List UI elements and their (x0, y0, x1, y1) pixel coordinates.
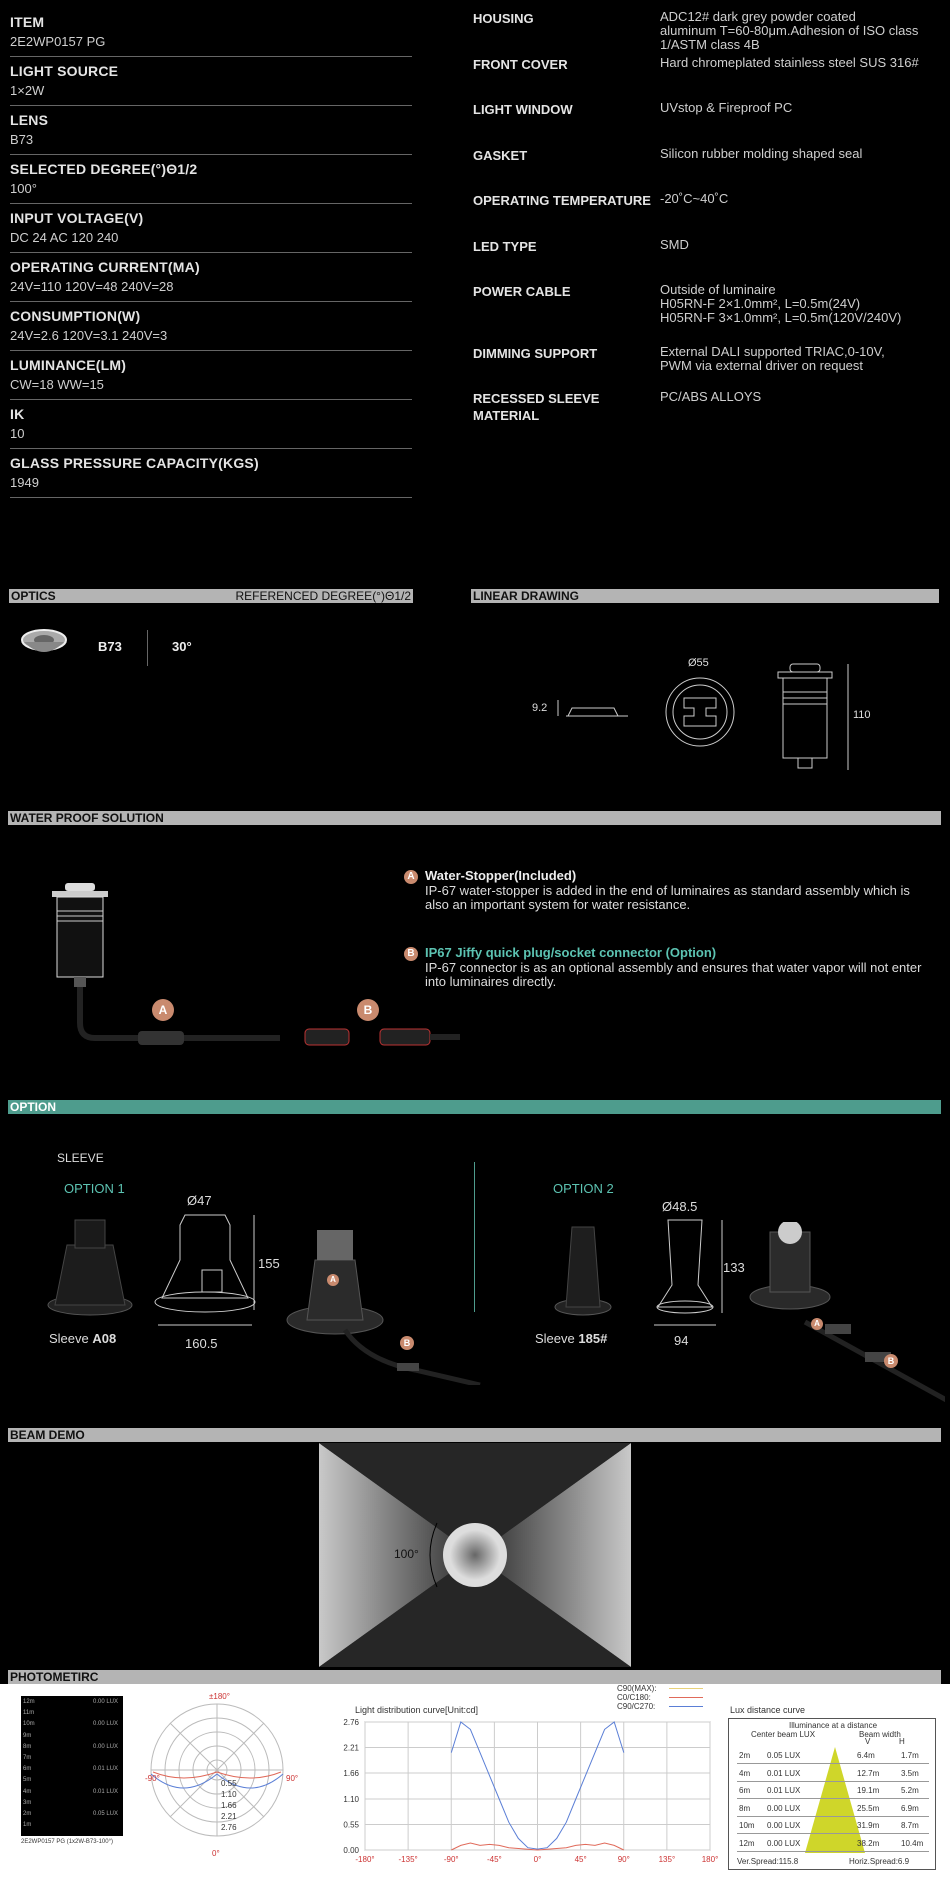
spec-value: 1×2W (10, 83, 45, 98)
spec-value: External DALI supported TRIAC,0-10V, PWM via external driver on request (660, 344, 885, 373)
specs-right (473, 10, 943, 436)
y-tick-label: 1.10 (343, 1794, 359, 1804)
specs-left (10, 8, 412, 498)
lux-row (737, 1765, 929, 1782)
x-tick-label: -45° (486, 1855, 502, 1864)
thumb-lux: 0.01 LUX (93, 1788, 119, 1795)
spec-left-row (10, 253, 412, 302)
spec-left-row (10, 8, 412, 57)
opt2-height: 133 (723, 1260, 745, 1275)
spec-value: Silicon rubber molding shaped seal (660, 145, 863, 161)
spec-left-row (10, 449, 412, 498)
lux-cell: 25.5m (857, 1803, 880, 1813)
spec-key: GASKET (473, 147, 528, 163)
spec-right-row (473, 192, 943, 238)
sleeve-185-name: Sleeve (535, 1331, 579, 1346)
opt1-badge-b: B (400, 1336, 414, 1350)
sleeve-185-image (548, 1222, 618, 1317)
spec-value: DC 24 AC 120 240 (10, 230, 119, 245)
opt1-diameter: Ø47 (187, 1193, 212, 1208)
waterproof-title: WATER PROOF SOLUTION (10, 811, 164, 825)
x-tick-label: 45° (574, 1855, 587, 1864)
photometric-panel (0, 1684, 950, 1903)
x-tick-label: 180° (701, 1855, 719, 1864)
spec-key: LIGHT WINDOW (473, 102, 573, 117)
top-view-drawing (664, 676, 736, 748)
spec-value: -20˚C~40˚C (660, 191, 729, 206)
x-tick-label: -180° (355, 1855, 375, 1864)
spec-key: INPUT VOLTAGE(V) (10, 210, 144, 226)
legend-item (617, 1702, 707, 1711)
lux-cell: 31.9m (857, 1821, 880, 1830)
sleeve-a08-drawing (150, 1210, 260, 1330)
thumb-row: 4m (23, 1788, 32, 1795)
spec-value: B73 (10, 132, 34, 147)
lux-cell: 4m (739, 1768, 751, 1778)
lux-thumbnail (21, 1696, 123, 1836)
sleeve-label: SLEEVE (57, 1151, 104, 1165)
spec-key: GLASS PRESSURE CAPACITY(KGS) (10, 455, 259, 471)
water-stopper-title: Water-Stopper(Included) (425, 868, 577, 883)
spec-left-row (10, 106, 412, 155)
sleeve-a08-name: Sleeve (49, 1331, 93, 1346)
spec-key: POWER CABLE (473, 284, 571, 299)
lux-cell: 0.00 LUX (767, 1838, 801, 1848)
polar-label: 90° (286, 1774, 299, 1783)
lux-cell: 0.01 LUX (767, 1786, 801, 1795)
spec-right-row (473, 283, 943, 345)
spec-value: ADC12# dark grey powder coated aluminum T=60-80μm.Adhesion of ISO class 1/ASTM class 4B (660, 9, 919, 52)
spec-key: LUMINANCE(LM) (10, 357, 127, 373)
spec-left-row (10, 400, 412, 449)
profile-drawing (556, 698, 630, 722)
sleeve-a08-code: A08 (92, 1331, 117, 1346)
lux-title: Lux distance curve (730, 1705, 806, 1715)
thumb-lux: 0.00 LUX (93, 1721, 119, 1728)
legend-swatch (669, 1697, 703, 1698)
optics-divider (147, 630, 148, 666)
x-tick-label: 0° (533, 1855, 542, 1864)
spec-key: DIMMING SUPPORT (473, 346, 598, 361)
option2-assembly-image (745, 1222, 945, 1402)
polar-label: -90° (145, 1774, 160, 1783)
water-stopper-text: IP-67 water-stopper is added in the end of luminaires as standard assembly which is also an important system for water resistance. (425, 883, 910, 912)
beam-demo-image (319, 1443, 631, 1667)
lux-cell: 8m (739, 1803, 751, 1813)
beam-title: BEAM DEMO (10, 1428, 85, 1442)
y-tick-label: 0.55 (343, 1820, 359, 1830)
spec-value: 100° (10, 181, 37, 196)
beam-header (8, 1428, 941, 1442)
dim-height: 110 (853, 709, 871, 721)
lux-cell: 1.7m (901, 1751, 919, 1760)
legend-swatch (669, 1706, 703, 1707)
curve-legend (617, 1684, 707, 1711)
beam-angle: 100° (394, 1547, 419, 1561)
lux-header: Illuminance at a distance (788, 1721, 878, 1730)
connector-title: IP67 Jiffy quick plug/socket connector (Option) (425, 945, 717, 960)
y-tick-label: 1.66 (343, 1769, 359, 1779)
spec-key: LED TYPE (473, 238, 537, 254)
spec-key: RECESSED SLEEVE MATERIAL (473, 391, 600, 423)
optics-header (9, 589, 413, 603)
photometric-header (8, 1670, 941, 1684)
lux-row (737, 1747, 929, 1764)
waterproof-header (8, 811, 941, 825)
sleeve-a08-caption (49, 1331, 116, 1346)
polar-label: 2.21 (221, 1812, 237, 1821)
photometric-title: PHOTOMETIRC (10, 1670, 99, 1684)
ver-spread: Ver.Spread:115.8 (737, 1857, 799, 1866)
x-tick-label: 90° (617, 1855, 630, 1864)
hor-spread: Horiz.Spread:6.9 (849, 1857, 910, 1866)
spec-key: CONSUMPTION(W) (10, 308, 141, 324)
legend-label: C90/C270: (617, 1702, 656, 1711)
lux-row (737, 1817, 929, 1834)
lux-cell: 38.2m (857, 1838, 880, 1848)
thumb-row: 5m (23, 1777, 32, 1784)
option-title: OPTION (10, 1100, 57, 1114)
thumb-lux: 0.01 LUX (93, 1766, 119, 1773)
lux-cell: 3.5m (901, 1768, 919, 1778)
thumb-row: 7m (23, 1755, 32, 1761)
spec-key: LIGHT SOURCE (10, 63, 119, 79)
sleeve-a08-image (45, 1215, 135, 1320)
lux-cell: 0.05 LUX (767, 1751, 801, 1760)
thumb-lux: 0.00 LUX (93, 1743, 119, 1750)
thumb-lux: 0.00 LUX (93, 1699, 119, 1705)
y-tick-label: 0.00 (343, 1846, 359, 1855)
option1-assembly-image (285, 1220, 485, 1385)
polar-label: 0° (212, 1849, 220, 1858)
light-distribution-chart (325, 1714, 720, 1874)
lux-cell: 12m (739, 1838, 755, 1848)
opt1-badge-a: A (327, 1274, 339, 1286)
lux-cell: 2m (739, 1751, 751, 1760)
legend-label: C90(MAX): (617, 1684, 657, 1693)
x-tick-label: -135° (398, 1855, 418, 1864)
dim-thickness: 9.2 (532, 702, 548, 714)
spec-left-row (10, 57, 412, 106)
spec-left-row (10, 302, 412, 351)
spec-value: 2E2WP0157 PG (10, 34, 106, 49)
thumb-caption: 2E2WP0157 PG (1x2W-B73-100°) (21, 1839, 113, 1845)
spec-key: OPERATING CURRENT(MA) (10, 259, 200, 275)
spec-right-row (473, 56, 943, 102)
lux-v-label: V (865, 1737, 871, 1746)
optics-degree: 30° (172, 639, 192, 654)
spec-key: ITEM (10, 14, 45, 30)
thumb-row: 12m (23, 1699, 35, 1705)
legend-item (617, 1693, 707, 1702)
optics-lens: B73 (98, 639, 122, 654)
lux-box (728, 1718, 936, 1870)
thumb-row: 8m (23, 1743, 32, 1750)
lux-cell: 6.9m (901, 1803, 919, 1813)
y-tick-label: 2.21 (343, 1743, 359, 1753)
lux-cell: 0.00 LUX (767, 1803, 801, 1813)
badge-a: A (404, 870, 418, 884)
thumb-row: 3m (23, 1799, 32, 1806)
spec-right-row (473, 101, 943, 147)
spec-right-row (473, 345, 943, 390)
sleeve-185-caption (535, 1331, 607, 1346)
legend-item (617, 1684, 707, 1693)
spec-value: PC/ABS ALLOYS (660, 389, 762, 404)
spec-value: Hard chromeplated stainless steel SUS 316# (660, 54, 919, 70)
spec-value: Outside of luminaire H05RN-F 2×1.0mm², L=0.5m(24V) H05RN-F 3×1.0mm², L=0.5m(120V/240V) (660, 282, 902, 325)
side-view-drawing (770, 660, 860, 778)
option2-label: OPTION 2 (553, 1181, 614, 1196)
lux-sub-width: Beam width (859, 1730, 901, 1739)
thumb-row: 10m (23, 1721, 35, 1728)
spec-right-row (473, 147, 943, 193)
optics-title: OPTICS (11, 589, 56, 603)
spec-key: HOUSING (473, 11, 534, 26)
thumb-lux: 0.05 LUX (93, 1811, 119, 1817)
spec-value: CW=18 WW=15 (10, 377, 104, 392)
option-header (8, 1100, 941, 1114)
dim-diameter: Ø55 (688, 657, 709, 669)
spec-right-row (473, 10, 943, 56)
polar-label: 1.10 (221, 1790, 237, 1799)
polar-diagram (143, 1692, 291, 1852)
lux-cell: 5.2m (901, 1786, 919, 1795)
optics-right-label: REFERENCED DEGREE(°)Θ1/2 (235, 589, 411, 603)
lux-cell: 0.01 LUX (767, 1768, 801, 1778)
spec-right-row (473, 390, 943, 436)
thumb-row: 9m (23, 1732, 32, 1739)
thumb-row: 11m (23, 1710, 35, 1717)
legend-label: C0/C180: (617, 1693, 651, 1702)
lux-cell: 12.7m (857, 1768, 880, 1778)
y-tick-label: 2.76 (343, 1718, 359, 1727)
sleeve-185-code: 185# (578, 1331, 608, 1346)
spec-key: OPERATING TEMPERATURE (473, 193, 651, 208)
opt1-width: 160.5 (185, 1336, 218, 1351)
spec-key: IK (10, 406, 25, 422)
spec-left-row (10, 204, 412, 253)
spec-value: UVstop & Fireproof PC (660, 100, 793, 115)
waterproof-illustration (40, 883, 470, 1053)
lux-cell: 0.00 LUX (767, 1821, 801, 1830)
opt2-badge-b: B (884, 1354, 898, 1368)
polar-label: 2.76 (221, 1823, 237, 1832)
thumb-row: 1m (23, 1822, 32, 1829)
connector-text: IP-67 connector is as an optional assembly and ensures that water vapor will not enter into luminaires directly. (425, 960, 922, 989)
lux-h-label: H (899, 1737, 905, 1746)
lux-cell: 6.4m (857, 1751, 875, 1760)
lux-cell: 8.7m (901, 1821, 919, 1830)
opt1-height: 155 (258, 1256, 280, 1271)
opt2-width: 94 (674, 1333, 689, 1348)
x-tick-label: -90° (443, 1855, 459, 1864)
polar-label: 1.66 (221, 1801, 237, 1810)
thumb-row: 2m (23, 1811, 32, 1817)
linear-header (471, 589, 939, 603)
spec-key: SELECTED DEGREE(°)Θ1/2 (10, 161, 198, 177)
option1-label: OPTION 1 (64, 1181, 125, 1196)
lux-row (737, 1800, 929, 1817)
badge-b: B (404, 947, 418, 961)
lux-cell: 10.4m (901, 1838, 924, 1848)
spec-value: 24V=110 120V=48 240V=28 (10, 279, 174, 294)
opt2-diameter: Ø48.5 (662, 1199, 698, 1214)
opt2-badge-a: A (811, 1318, 823, 1330)
badge-a-illustration: A (152, 999, 174, 1021)
spec-value: 1949 (10, 475, 39, 490)
lux-cell: 10m (739, 1821, 755, 1830)
spec-key: FRONT COVER (473, 56, 568, 72)
curve-title: Light distribution curve[Unit:cd] (355, 1705, 479, 1715)
legend-swatch (669, 1688, 703, 1689)
linear-title: LINEAR DRAWING (473, 589, 579, 603)
lux-cell: 6m (739, 1786, 751, 1795)
spec-left-row (10, 155, 412, 204)
lens-icon (20, 628, 68, 658)
lux-row (737, 1835, 929, 1852)
lux-sub-center: Center beam LUX (751, 1730, 816, 1739)
lux-cell: 19.1m (857, 1786, 880, 1795)
spec-key: LENS (10, 112, 49, 128)
x-tick-label: 135° (658, 1855, 676, 1864)
spec-right-row (473, 238, 943, 284)
polar-label: 0.55 (221, 1779, 237, 1788)
spec-value: SMD (660, 236, 689, 252)
spec-value: 24V=2.6 120V=3.1 240V=3 (10, 328, 168, 343)
spec-value: 10 (10, 426, 25, 441)
thumb-row: 6m (23, 1766, 32, 1773)
lux-row (737, 1782, 929, 1799)
badge-b-illustration: B (357, 999, 379, 1021)
sleeve-185-drawing (650, 1215, 730, 1330)
polar-label: ±180° (209, 1692, 230, 1701)
spec-left-row (10, 351, 412, 400)
